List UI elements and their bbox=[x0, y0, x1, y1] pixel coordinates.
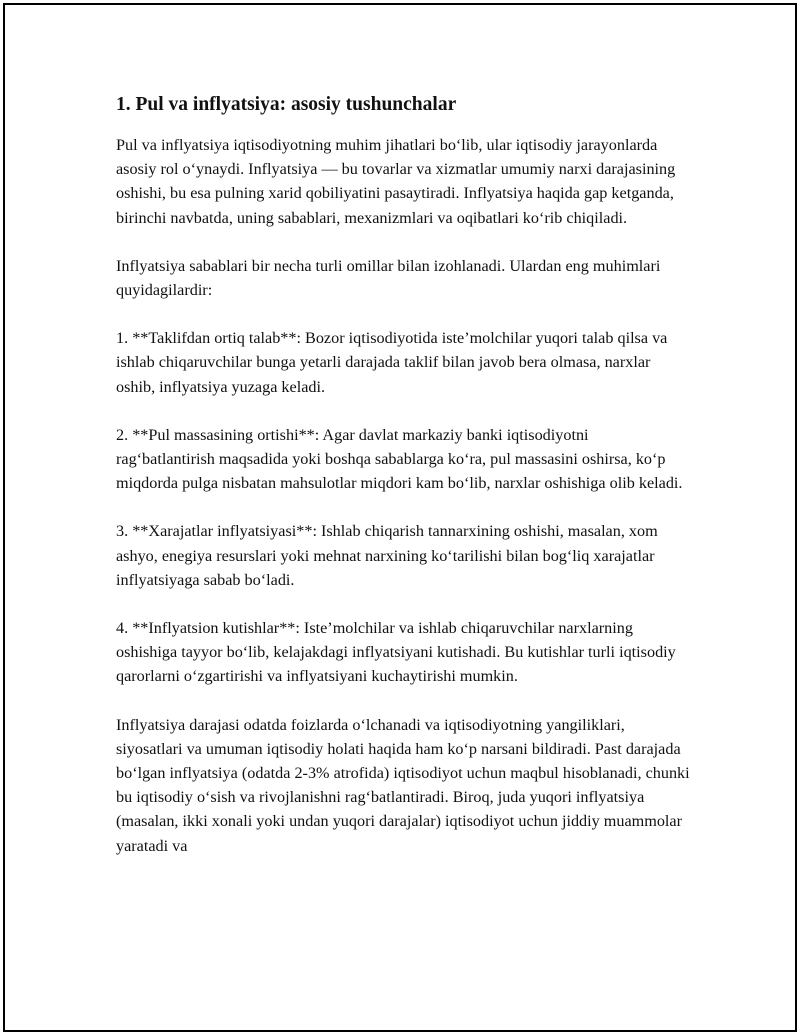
paragraph-cause-4: 4. **Inflyatsion kutishlar**: Iste’molchilar va ishlab chiqaruvchilar narxlarning oshishiga tayyor bo‘lib, kelajakdagi inflyatsiyani kutishadi. Bu kutishlar turli iqtisodiy qarorlarni o‘zgartirishi va inflyatsiyani kuchaytirishi mumkin. bbox=[116, 619, 676, 686]
paragraph-cause-1: 1. **Taklifdan ortiq talab**: Bozor iqtisodiyotida iste’molchilar yuqori talab qilsa va ishlab chiqaruvchilar bunga yetarli darajada taklif bilan javob bera olmasa, narxlar oshib, inflyatsiya yuzaga keladi. bbox=[116, 329, 668, 396]
section-heading: 1. Pul va inflyatsiya: asosiy tushunchalar bbox=[116, 94, 457, 115]
paragraph-cause-3: 3. **Xarajatlar inflyatsiyasi**: Ishlab chiqarish tannarxining oshishi, masalan, xom ashyo, enegiya resurslari yoki mehnat narxining ko‘tarilishi bilan bog‘liq xarajatlar inflyatsiyaga sabab bo‘ladi. bbox=[116, 522, 658, 589]
paragraph-causes-intro: Inflyatsiya sabablari bir necha turli omillar bilan izohlanadi. Ulardan eng muhimlari quyidagilardir: bbox=[116, 256, 661, 300]
paragraph-intro: Pul va inflyatsiya iqtisodiyotning muhim jihatlari bo‘lib, ular iqtisodiy jarayonlarda asosiy rol o‘ynaydi. Inflyatsiya — bu tovarlar va xizmatlar umumiy narxi darajasining oshishi, bu esa pulning xarid qobiliyatini pasaytiradi. Inflyatsiya haqida gap ketganda, birinchi navbatda, uning sabablari, mexanizmlari va oqibatlari ko‘rib chiqiladi. bbox=[116, 136, 676, 227]
paragraph-inflation-level: Inflyatsiya darajasi odatda foizlarda o‘lchanadi va iqtisodiyotning yangiliklari, siyosatlari va umuman iqtisodiy holati haqida ham ko‘p narsani bildiradi. Past darajada bo‘lgan inflyatsiya (odatda 2-3% atrofida) iqtisodiyot uchun maqbul hisoblanadi, chunki bu iqtisodiy o‘sish va rivojlanishni rag‘batlantiradi. Biroq, juda yuqori inflyatsiya (masalan, ikki xonali yoki undan yuqori darajalar) iqtisodiyot uchun jiddiy muammolar yaratadi va bbox=[116, 715, 690, 855]
paragraph-cause-2: 2. **Pul massasining ortishi**: Agar davlat markaziy banki iqtisodiyotni rag‘batlantirish maqsadida yoki boshqa sabablarga ko‘ra, pul massasini oshirsa, ko‘p miqdorda pulga nisbatan mahsulotlar miqdori kam bo‘lib, narxlar oshishiga olib keladi. bbox=[116, 425, 683, 493]
document-content bbox=[116, 92, 691, 882]
